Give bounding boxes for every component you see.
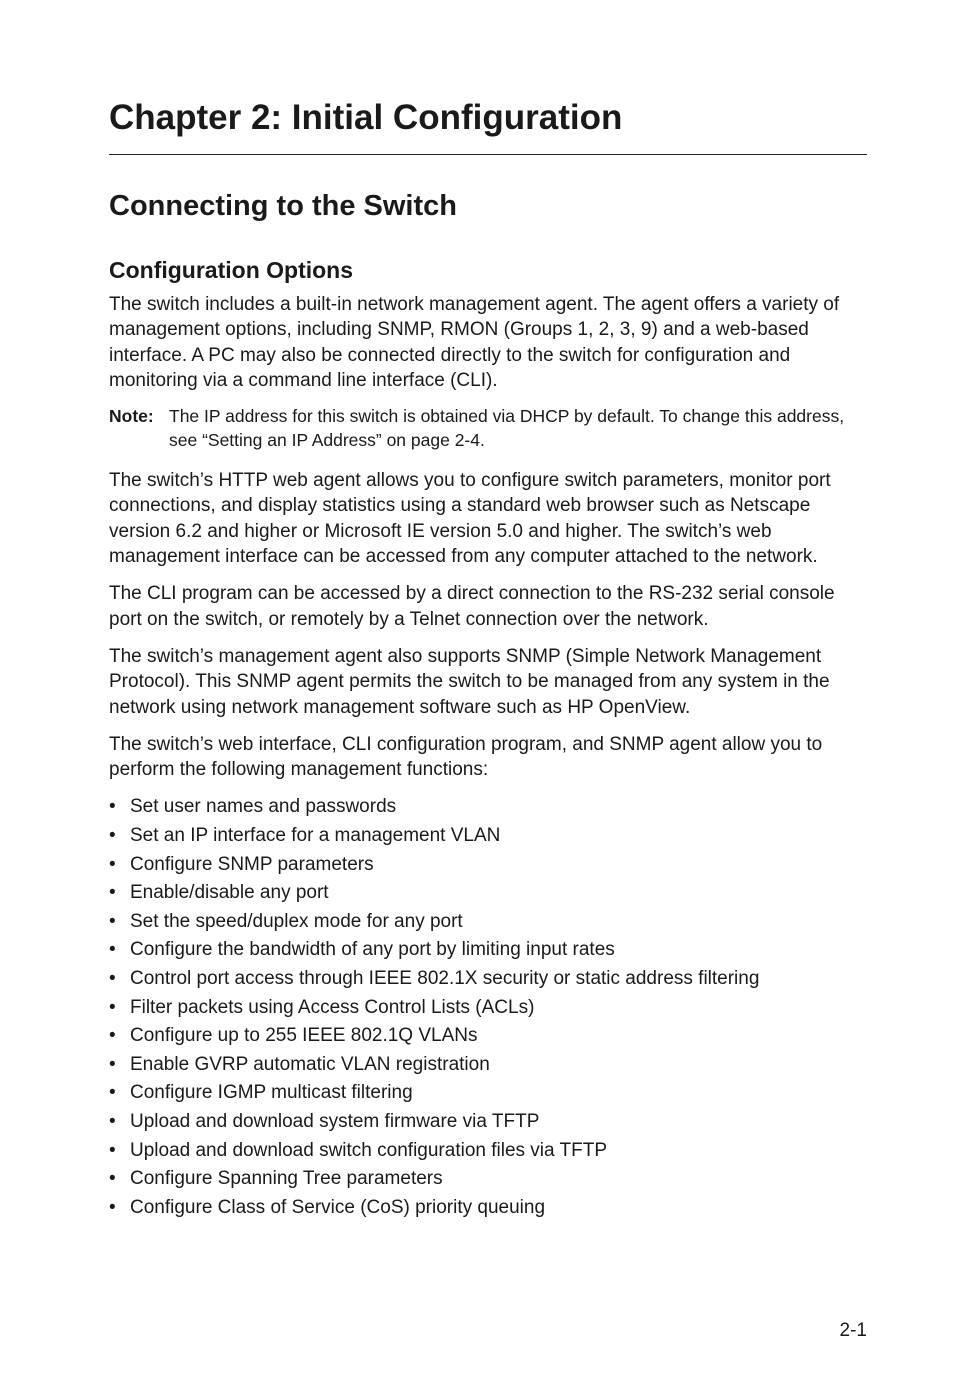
bullet-icon: • (109, 1139, 116, 1161)
list-item-text: Enable/disable any port (130, 882, 329, 904)
bullet-icon: • (109, 825, 116, 847)
list-item (109, 1109, 867, 1138)
list-item-text: Upload and download switch configuration files via TFTP (130, 1139, 608, 1161)
list-item (109, 909, 867, 938)
list-item (109, 937, 867, 966)
list-item (109, 966, 867, 995)
bullet-icon: • (109, 1168, 116, 1190)
page-number: 2-1 (839, 1320, 867, 1341)
section-title: Connecting to the Switch (109, 190, 457, 222)
bullet-icon: • (109, 968, 116, 990)
list-item-text: Control port access through IEEE 802.1X security or static address filtering (130, 968, 760, 990)
bullet-icon: • (109, 939, 116, 961)
bullet-icon: • (109, 882, 116, 904)
list-item-text: Filter packets using Access Control Lists (ACLs) (130, 996, 535, 1018)
paragraph-cli: The CLI program can be accessed by a direct connection to the RS-232 serial console port on the switch, or remotely by a Telnet connection over the network. (109, 583, 835, 630)
bullet-icon: • (109, 796, 116, 818)
note-label: Note: (109, 406, 154, 427)
chapter-title: Chapter 2: Initial Configuration (109, 98, 623, 137)
note-text: The IP address for this switch is obtained via DHCP by default. To change this address, see “Setting an IP Address” on page 2-4. (169, 406, 845, 450)
chapter-divider (109, 154, 867, 155)
list-item-text: Configure IGMP multicast filtering (130, 1082, 413, 1104)
paragraph-functions-intro: The switch’s web interface, CLI configuration program, and SNMP agent allow you to perform the following management functions: (109, 733, 823, 781)
body-text (109, 292, 867, 1223)
paragraph-snmp: The switch’s management agent also supports SNMP (Simple Network Management Protocol). This SNMP agent permits the switch to be managed from any system in the network using network management software such as HP OpenView. (109, 645, 830, 718)
bullet-icon: • (109, 1053, 116, 1075)
bullet-icon: • (109, 996, 116, 1018)
list-item (109, 1080, 867, 1109)
list-item-text: Set user names and passwords (130, 796, 397, 818)
list-item (109, 1166, 867, 1195)
bullet-icon: • (109, 1025, 116, 1047)
list-item (109, 1023, 867, 1052)
list-item-text: Upload and download system firmware via TFTP (130, 1110, 540, 1132)
list-item-text: Enable GVRP automatic VLAN registration (130, 1053, 490, 1075)
bullet-icon: • (109, 853, 116, 875)
list-item-text: Configure the bandwidth of any port by limiting input rates (130, 939, 615, 961)
list-item (109, 1052, 867, 1081)
list-item (109, 880, 867, 909)
list-item-text: Configure SNMP parameters (130, 853, 374, 875)
list-item (109, 794, 867, 823)
list-item (109, 1195, 867, 1224)
list-item-text: Set the speed/duplex mode for any port (130, 910, 463, 932)
list-item (109, 823, 867, 852)
list-item-text: Configure Spanning Tree parameters (130, 1168, 443, 1190)
list-item (109, 995, 867, 1024)
bullet-icon: • (109, 1082, 116, 1104)
bullet-icon: • (109, 1196, 116, 1218)
paragraph-web-agent: The switch’s HTTP web agent allows you to configure switch parameters, monitor port connections, and display statistics using a standard web browser such as Netscape version 6.2 and higher or Microsoft IE version 5.0 and higher. The switch’s web management interface can be accessed from any computer attached to the network. (109, 470, 831, 568)
subsection-title: Configuration Options (109, 257, 354, 283)
list-item (109, 852, 867, 881)
list-item-text: Configure up to 255 IEEE 802.1Q VLANs (130, 1025, 478, 1047)
bullet-icon: • (109, 1110, 116, 1132)
list-item-text: Set an IP interface for a management VLAN (130, 825, 501, 847)
list-item-text: Configure Class of Service (CoS) priority queuing (130, 1196, 546, 1218)
management-functions-list (109, 794, 867, 1223)
bullet-icon: • (109, 910, 116, 932)
note-block (109, 405, 867, 452)
intro-paragraph: The switch includes a built-in network management agent. The agent offers a variety of management options, including SNMP, RMON (Groups 1, 2, 3, 9) and a web-based interface. A PC may also be connected directly to the switch for configuration and monitoring via a command line interface (CLI). (109, 294, 840, 391)
list-item (109, 1138, 867, 1167)
